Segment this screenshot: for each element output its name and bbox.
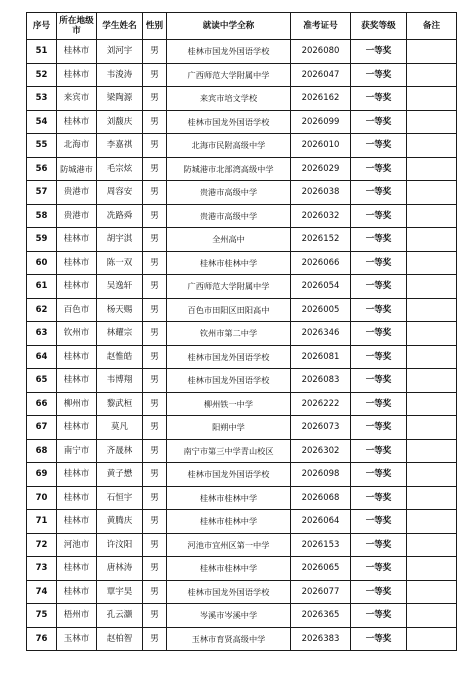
cell-exam-id: 2026098 <box>291 463 351 487</box>
cell-notes <box>407 204 457 228</box>
table-row <box>27 251 457 275</box>
table-row <box>27 510 457 534</box>
cell-gender: 男 <box>143 87 167 111</box>
cell-exam-id: 2026032 <box>291 204 351 228</box>
cell-school: 桂林市国龙外国语学校 <box>167 110 291 134</box>
cell-seq: 63 <box>27 322 57 346</box>
cell-student-name: 唐林涛 <box>97 557 143 581</box>
cell-student-name: 黎武桓 <box>97 392 143 416</box>
header-name: 学生姓名 <box>97 13 143 40</box>
cell-award: 一等奖 <box>351 40 407 64</box>
cell-seq: 69 <box>27 463 57 487</box>
cell-school: 南宁市第三中学青山校区 <box>167 439 291 463</box>
cell-gender: 男 <box>143 204 167 228</box>
cell-school: 贵港市高级中学 <box>167 181 291 205</box>
header-seq: 序号 <box>27 13 57 40</box>
cell-notes <box>407 557 457 581</box>
table-row <box>27 416 457 440</box>
cell-gender: 男 <box>143 322 167 346</box>
cell-gender: 男 <box>143 580 167 604</box>
cell-seq: 71 <box>27 510 57 534</box>
cell-notes <box>407 533 457 557</box>
cell-award: 一等奖 <box>351 322 407 346</box>
header-award: 获奖等级 <box>351 13 407 40</box>
cell-notes <box>407 510 457 534</box>
cell-exam-id: 2026065 <box>291 557 351 581</box>
cell-award: 一等奖 <box>351 251 407 275</box>
cell-student-name: 毛宗炫 <box>97 157 143 181</box>
table-row <box>27 204 457 228</box>
table-row <box>27 63 457 87</box>
cell-award: 一等奖 <box>351 110 407 134</box>
cell-notes <box>407 463 457 487</box>
cell-gender: 男 <box>143 157 167 181</box>
cell-school: 河池市宜州区第一中学 <box>167 533 291 557</box>
table-row <box>27 40 457 64</box>
cell-student-name: 莫凡 <box>97 416 143 440</box>
cell-notes <box>407 345 457 369</box>
cell-gender: 男 <box>143 40 167 64</box>
cell-school: 玉林市育贤高级中学 <box>167 627 291 651</box>
table-row <box>27 369 457 393</box>
cell-student-name: 冼路舜 <box>97 204 143 228</box>
cell-gender: 男 <box>143 392 167 416</box>
table-body <box>27 40 457 651</box>
cell-school: 桂林市国龙外国语学校 <box>167 580 291 604</box>
header-city: 所在地级市 <box>57 13 97 40</box>
cell-student-name: 杨天赐 <box>97 298 143 322</box>
cell-gender: 男 <box>143 369 167 393</box>
cell-seq: 51 <box>27 40 57 64</box>
cell-school: 百色市田阳区田阳高中 <box>167 298 291 322</box>
cell-seq: 74 <box>27 580 57 604</box>
cell-student-name: 黄子懋 <box>97 463 143 487</box>
cell-exam-id: 2026077 <box>291 580 351 604</box>
cell-notes <box>407 157 457 181</box>
cell-city: 桂林市 <box>57 345 97 369</box>
cell-award: 一等奖 <box>351 580 407 604</box>
cell-notes <box>407 134 457 158</box>
cell-student-name: 石恒宇 <box>97 486 143 510</box>
cell-school: 广西师范大学附属中学 <box>167 275 291 299</box>
cell-school: 桂林市桂林中学 <box>167 251 291 275</box>
cell-seq: 72 <box>27 533 57 557</box>
cell-student-name: 韦博翔 <box>97 369 143 393</box>
cell-student-name: 吴逸轩 <box>97 275 143 299</box>
cell-city: 桂林市 <box>57 275 97 299</box>
cell-student-name: 齐晟林 <box>97 439 143 463</box>
header-exam-id: 准考证号 <box>291 13 351 40</box>
cell-notes <box>407 40 457 64</box>
cell-student-name: 胡宇淇 <box>97 228 143 252</box>
cell-city: 桂林市 <box>57 463 97 487</box>
cell-city: 桂林市 <box>57 228 97 252</box>
cell-school: 桂林市桂林中学 <box>167 557 291 581</box>
cell-exam-id: 2026383 <box>291 627 351 651</box>
cell-exam-id: 2026153 <box>291 533 351 557</box>
table-row <box>27 134 457 158</box>
table-row <box>27 580 457 604</box>
cell-notes <box>407 392 457 416</box>
cell-notes <box>407 228 457 252</box>
cell-notes <box>407 110 457 134</box>
cell-city: 梧州市 <box>57 604 97 628</box>
cell-city: 贵港市 <box>57 204 97 228</box>
cell-exam-id: 2026080 <box>291 40 351 64</box>
table-row <box>27 345 457 369</box>
cell-gender: 男 <box>143 251 167 275</box>
cell-city: 桂林市 <box>57 416 97 440</box>
cell-exam-id: 2026068 <box>291 486 351 510</box>
cell-seq: 73 <box>27 557 57 581</box>
cell-student-name: 刘河宇 <box>97 40 143 64</box>
cell-exam-id: 2026073 <box>291 416 351 440</box>
cell-city: 桂林市 <box>57 486 97 510</box>
cell-award: 一等奖 <box>351 510 407 534</box>
cell-school: 贵港市高级中学 <box>167 204 291 228</box>
cell-student-name: 陈一双 <box>97 251 143 275</box>
cell-city: 百色市 <box>57 298 97 322</box>
cell-notes <box>407 87 457 111</box>
table-row <box>27 181 457 205</box>
cell-notes <box>407 63 457 87</box>
cell-gender: 男 <box>143 486 167 510</box>
cell-school: 北海市民附高级中学 <box>167 134 291 158</box>
table-header <box>27 13 457 40</box>
cell-student-name: 林耀宗 <box>97 322 143 346</box>
cell-notes <box>407 181 457 205</box>
cell-city: 贵港市 <box>57 181 97 205</box>
cell-gender: 男 <box>143 604 167 628</box>
cell-exam-id: 2026099 <box>291 110 351 134</box>
cell-exam-id: 2026005 <box>291 298 351 322</box>
cell-student-name: 梁陶源 <box>97 87 143 111</box>
cell-award: 一等奖 <box>351 157 407 181</box>
cell-gender: 男 <box>143 345 167 369</box>
cell-seq: 75 <box>27 604 57 628</box>
table-row <box>27 439 457 463</box>
cell-award: 一等奖 <box>351 134 407 158</box>
cell-award: 一等奖 <box>351 181 407 205</box>
cell-gender: 男 <box>143 181 167 205</box>
cell-student-name: 李嘉祺 <box>97 134 143 158</box>
cell-seq: 60 <box>27 251 57 275</box>
cell-city: 钦州市 <box>57 322 97 346</box>
cell-notes <box>407 251 457 275</box>
cell-exam-id: 2026365 <box>291 604 351 628</box>
cell-award: 一等奖 <box>351 416 407 440</box>
cell-student-name: 黄腾庆 <box>97 510 143 534</box>
table-row <box>27 463 457 487</box>
cell-gender: 男 <box>143 298 167 322</box>
cell-seq: 59 <box>27 228 57 252</box>
table-row <box>27 157 457 181</box>
cell-seq: 66 <box>27 392 57 416</box>
cell-exam-id: 2026346 <box>291 322 351 346</box>
cell-exam-id: 2026047 <box>291 63 351 87</box>
cell-gender: 男 <box>143 134 167 158</box>
cell-city: 来宾市 <box>57 87 97 111</box>
cell-seq: 70 <box>27 486 57 510</box>
cell-gender: 男 <box>143 510 167 534</box>
cell-exam-id: 2026054 <box>291 275 351 299</box>
cell-exam-id: 2026302 <box>291 439 351 463</box>
cell-seq: 76 <box>27 627 57 651</box>
table-row <box>27 486 457 510</box>
cell-city: 桂林市 <box>57 110 97 134</box>
cell-city: 桂林市 <box>57 580 97 604</box>
table-row <box>27 87 457 111</box>
cell-city: 桂林市 <box>57 40 97 64</box>
cell-school: 桂林市桂林中学 <box>167 510 291 534</box>
cell-seq: 68 <box>27 439 57 463</box>
cell-notes <box>407 275 457 299</box>
cell-award: 一等奖 <box>351 463 407 487</box>
cell-gender: 男 <box>143 557 167 581</box>
table-row <box>27 110 457 134</box>
cell-notes <box>407 627 457 651</box>
awards-table <box>26 12 457 651</box>
cell-gender: 男 <box>143 533 167 557</box>
cell-exam-id: 2026222 <box>291 392 351 416</box>
cell-award: 一等奖 <box>351 627 407 651</box>
cell-city: 桂林市 <box>57 251 97 275</box>
cell-city: 桂林市 <box>57 63 97 87</box>
cell-exam-id: 2026038 <box>291 181 351 205</box>
cell-student-name: 刘馥庆 <box>97 110 143 134</box>
cell-student-name: 孔云灏 <box>97 604 143 628</box>
cell-gender: 男 <box>143 416 167 440</box>
cell-exam-id: 2026066 <box>291 251 351 275</box>
cell-gender: 男 <box>143 439 167 463</box>
cell-exam-id: 2026029 <box>291 157 351 181</box>
cell-seq: 62 <box>27 298 57 322</box>
cell-school: 阳朔中学 <box>167 416 291 440</box>
cell-seq: 55 <box>27 134 57 158</box>
cell-notes <box>407 580 457 604</box>
cell-award: 一等奖 <box>351 204 407 228</box>
cell-school: 防城港市北部湾高级中学 <box>167 157 291 181</box>
cell-notes <box>407 604 457 628</box>
cell-school: 桂林市国龙外国语学校 <box>167 369 291 393</box>
cell-award: 一等奖 <box>351 557 407 581</box>
cell-exam-id: 2026083 <box>291 369 351 393</box>
cell-student-name: 许汶阳 <box>97 533 143 557</box>
table-row <box>27 228 457 252</box>
cell-school: 柳州铁一中学 <box>167 392 291 416</box>
cell-school: 广西师范大学附属中学 <box>167 63 291 87</box>
cell-notes <box>407 322 457 346</box>
cell-notes <box>407 439 457 463</box>
cell-award: 一等奖 <box>351 228 407 252</box>
table-row <box>27 627 457 651</box>
cell-notes <box>407 369 457 393</box>
cell-award: 一等奖 <box>351 392 407 416</box>
header-school: 就读中学全称 <box>167 13 291 40</box>
header-row <box>27 13 457 40</box>
cell-award: 一等奖 <box>351 275 407 299</box>
table-row <box>27 275 457 299</box>
cell-notes <box>407 486 457 510</box>
cell-exam-id: 2026064 <box>291 510 351 534</box>
cell-seq: 52 <box>27 63 57 87</box>
cell-award: 一等奖 <box>351 298 407 322</box>
cell-city: 桂林市 <box>57 510 97 534</box>
document-page <box>26 12 456 651</box>
header-notes: 备注 <box>407 13 457 40</box>
cell-student-name: 赵柏智 <box>97 627 143 651</box>
table-row <box>27 298 457 322</box>
cell-seq: 56 <box>27 157 57 181</box>
cell-city: 桂林市 <box>57 369 97 393</box>
table-row <box>27 533 457 557</box>
cell-seq: 58 <box>27 204 57 228</box>
cell-gender: 男 <box>143 463 167 487</box>
cell-school: 桂林市国龙外国语学校 <box>167 463 291 487</box>
cell-gender: 男 <box>143 228 167 252</box>
cell-school: 桂林市桂林中学 <box>167 486 291 510</box>
cell-award: 一等奖 <box>351 369 407 393</box>
cell-award: 一等奖 <box>351 439 407 463</box>
cell-seq: 67 <box>27 416 57 440</box>
cell-gender: 男 <box>143 275 167 299</box>
header-gender: 性别 <box>143 13 167 40</box>
cell-gender: 男 <box>143 63 167 87</box>
cell-award: 一等奖 <box>351 63 407 87</box>
cell-student-name: 赵惟皓 <box>97 345 143 369</box>
cell-seq: 57 <box>27 181 57 205</box>
cell-notes <box>407 416 457 440</box>
cell-city: 南宁市 <box>57 439 97 463</box>
cell-student-name: 覃宇昊 <box>97 580 143 604</box>
cell-city: 玉林市 <box>57 627 97 651</box>
cell-city: 河池市 <box>57 533 97 557</box>
cell-seq: 53 <box>27 87 57 111</box>
cell-school: 来宾市培文学校 <box>167 87 291 111</box>
cell-city: 桂林市 <box>57 557 97 581</box>
cell-notes <box>407 298 457 322</box>
cell-gender: 男 <box>143 627 167 651</box>
cell-school: 全州高中 <box>167 228 291 252</box>
cell-gender: 男 <box>143 110 167 134</box>
table-row <box>27 557 457 581</box>
cell-award: 一等奖 <box>351 87 407 111</box>
cell-exam-id: 2026010 <box>291 134 351 158</box>
cell-award: 一等奖 <box>351 533 407 557</box>
cell-city: 防城港市 <box>57 157 97 181</box>
cell-seq: 54 <box>27 110 57 134</box>
cell-seq: 64 <box>27 345 57 369</box>
cell-award: 一等奖 <box>351 345 407 369</box>
cell-exam-id: 2026081 <box>291 345 351 369</box>
cell-city: 柳州市 <box>57 392 97 416</box>
table-row <box>27 392 457 416</box>
cell-student-name: 周容安 <box>97 181 143 205</box>
cell-award: 一等奖 <box>351 486 407 510</box>
cell-school: 岑溪市岑溪中学 <box>167 604 291 628</box>
table-row <box>27 604 457 628</box>
cell-school: 桂林市国龙外国语学校 <box>167 345 291 369</box>
cell-school: 钦州市第二中学 <box>167 322 291 346</box>
cell-seq: 65 <box>27 369 57 393</box>
cell-student-name: 韦浚涛 <box>97 63 143 87</box>
cell-exam-id: 2026162 <box>291 87 351 111</box>
cell-seq: 61 <box>27 275 57 299</box>
cell-exam-id: 2026152 <box>291 228 351 252</box>
cell-award: 一等奖 <box>351 604 407 628</box>
cell-school: 桂林市国龙外国语学校 <box>167 40 291 64</box>
cell-city: 北海市 <box>57 134 97 158</box>
table-row <box>27 322 457 346</box>
